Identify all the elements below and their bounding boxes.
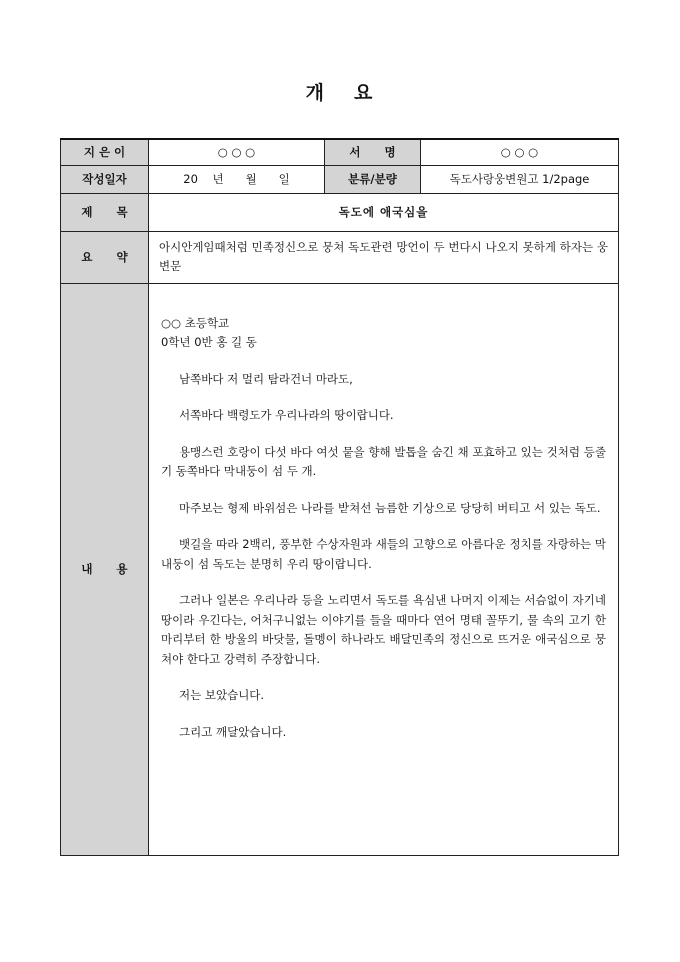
title-char-2: 요 [354,82,375,104]
sign-value: ○ ○ ○ [421,139,619,165]
category-label: 분류/분량 [325,165,421,193]
date-value: 20 년 월 일 [149,165,325,193]
subject-value: 독도에 애국심을 [149,193,619,231]
paragraph: 뱃길을 따라 2백리, 풍부한 수상자원과 새들의 고향으로 아름다운 정치를 자랑하는 막내둥이 섬 독도는 분명히 우리 땅이랍니다. [161,537,606,571]
paragraph: 서쪽바다 백령도가 우리나라의 땅이랍니다. [179,408,394,422]
paragraph: 저는 보았습니다. [179,688,265,702]
summary-form [60,138,619,856]
content-label: 내 용 [61,283,149,855]
sign-label: 서 명 [325,139,421,165]
category-value: 독도사랑웅변원고 1/2page [421,165,619,193]
date-label: 작성일자 [61,165,149,193]
subject-label: 제 목 [61,193,149,231]
school-line: ○○ 초등학교 [161,315,230,330]
student-line: 0학년 0반 홍 길 동 [161,335,257,349]
summary-label: 요 약 [61,231,149,283]
document-title [0,78,680,105]
paragraph: 그리고 깨달았습니다. [179,724,287,739]
subject-row [61,193,619,231]
paragraph: 용맹스런 호랑이 다섯 바다 여섯 뭍을 향해 발톱을 숨긴 채 포효하고 있는 것처럼 등줄기 동쪽바다 막내둥이 섬 두 개. [161,444,606,478]
summary-value: 아시안게임때처럼 민족정신으로 뭉쳐 독도관련 망언이 두 번다시 나오지 못하게 하자는 웅변문 [149,231,619,283]
title-char-1: 개 [305,82,326,104]
author-row [61,139,619,165]
paragraph: 남쪽바다 저 멀리 탐라건너 마라도, [179,371,353,386]
author-value: ○ ○ ○ [149,139,325,165]
date-row [61,165,619,193]
paragraph: 그러나 일본은 우리나라 등을 노리면서 독도를 욕심낸 나머지 이제는 서슴없이 자기네 땅이라 우긴다는, 어처구니없는 이야기를 들을 때마다 연어 명태 꼴뚜기, 물 속의 고기 한 마리부터 한 방울의 바닷물, 돌멩이 하나라도 배달민족의 정신으로 뜨거운 애국심으로 뭉쳐야 한다고 강력히 주장합니다. [161,593,606,666]
content-row [61,283,619,855]
summary-row [61,231,619,283]
author-label: 지 은 이 [61,139,149,165]
paragraph: 마주보는 형제 바위섬은 나라를 받쳐선 늠름한 기상으로 당당히 버티고 서 있는 독도. [179,500,601,515]
content-body [149,283,619,855]
